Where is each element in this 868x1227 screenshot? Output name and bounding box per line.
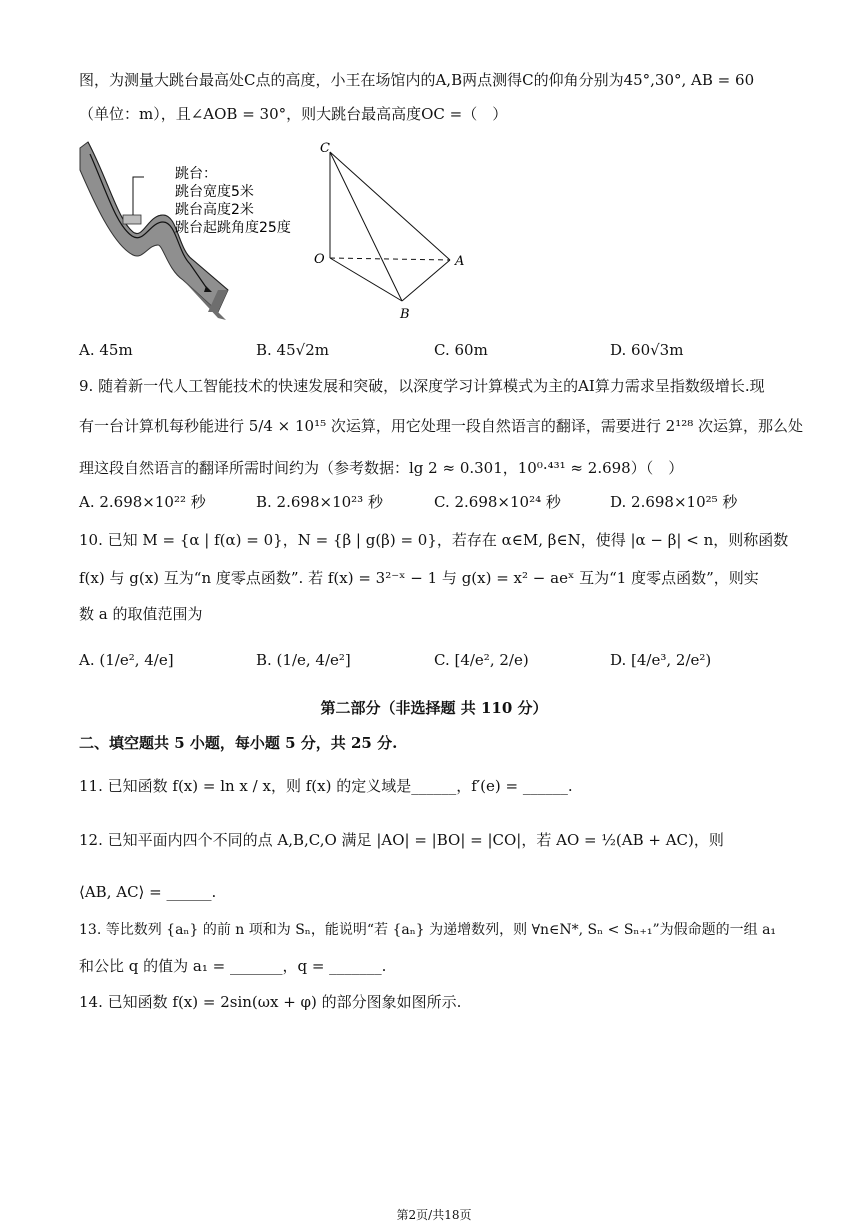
q13-line1: 13. 等比数列 {aₙ} 的前 n 项和为 Sₙ，能说明“若 {aₙ} 为递增数列，则 ∀n∈N*, Sₙ < Sₙ₊₁”为假命题的一组 a₁: [79, 922, 777, 938]
q10-line2: f(x) 与 g(x) 互为“n 度零点函数”. 若 f(x) = 3²⁻ˣ − 1 与 g(x) = x² − aeˣ 互为“1 度零点函数”，则实: [79, 569, 759, 587]
q12-line2: ⟨AB, AC⟩ = ______.: [79, 883, 217, 901]
q8-option-c[interactable]: C. 60m: [434, 341, 488, 359]
label-c: C: [320, 141, 330, 156]
caption-height: 跳台高度2米: [175, 202, 254, 218]
q13-line2: 和公比 q 的值为 a₁ = _______，q = _______.: [79, 957, 387, 975]
caption-width: 跳台宽度5米: [175, 184, 254, 200]
q9-option-a[interactable]: A. 2.698×10²² 秒: [79, 493, 206, 511]
q14: 14. 已知函数 f(x) = 2sin(ωx + φ) 的部分图象如图所示.: [79, 993, 462, 1011]
part2-title: 第二部分（非选择题 共 110 分）: [320, 699, 548, 717]
q9-option-d[interactable]: D. 2.698×10²⁵ 秒: [610, 493, 738, 511]
q9-line3: 理这段自然语言的翻译所需时间约为（参考数据：lg 2 ≈ 0.301，10⁰·⁴³¹ ≈ 2.698）（ ）: [79, 459, 684, 477]
label-a: A: [455, 254, 465, 269]
section2-heading: 二、填空题共 5 小题，每小题 5 分，共 25 分.: [79, 734, 398, 752]
q9-option-b[interactable]: B. 2.698×10²³ 秒: [256, 493, 383, 511]
q10-option-b[interactable]: B. (1/e, 4/e²]: [256, 651, 351, 669]
ski-jump-figure: [78, 140, 308, 325]
q9-option-c[interactable]: C. 2.698×10²⁴ 秒: [434, 493, 561, 511]
page-footer: 第2页/共18页: [396, 1208, 472, 1222]
q8-option-a[interactable]: A. 45m: [79, 341, 133, 359]
caption-angle: 跳台起跳角度25度: [175, 220, 291, 236]
q10-line1: 10. 已知 M = {α | f(α) = 0}，N = {β | g(β) = 0}，若存在 α∈M, β∈N，使得 |α − β| < n，则称函数: [79, 531, 789, 549]
q10-option-d[interactable]: D. [4/e³, 2/e²): [610, 651, 712, 669]
q8-option-d[interactable]: D. 60√3m: [610, 341, 684, 359]
q9-line1: 9. 随着新一代人工智能技术的快速发展和突破，以深度学习计算模式为主的AI算力需求呈指数级增长.现: [79, 377, 765, 395]
q10-option-c[interactable]: C. [4/e², 2/e): [434, 651, 529, 669]
q12-line1: 12. 已知平面内四个不同的点 A,B,C,O 满足 |AO| = |BO| = |CO|，若 AO = ½(AB + AC)，则: [79, 831, 724, 849]
q10-line3: 数 a 的取值范围为: [79, 605, 203, 623]
q9-line2: 有一台计算机每秒能进行 5/4 × 10¹⁵ 次运算，用它处理一段自然语言的翻译，需要进行 2¹²⁸ 次运算，那么处: [79, 417, 804, 435]
label-b: B: [400, 307, 410, 322]
caption-title: 跳台：: [175, 166, 217, 182]
q10-option-a[interactable]: A. (1/e², 4/e]: [79, 651, 174, 669]
q8-line1: 图，为测量大跳台最高处C点的高度，小王在场馆内的A,B两点测得C的仰角分别为45°,30°, AB = 60: [79, 71, 755, 89]
q11: 11. 已知函数 f(x) = ln x / x，则 f(x) 的定义域是______，f′(e) = ______.: [79, 777, 573, 795]
label-o: O: [314, 252, 325, 267]
tetrahedron-figure: [310, 138, 470, 323]
q8-option-b[interactable]: B. 45√2m: [256, 341, 329, 359]
q8-line2: （单位：m），且∠AOB = 30°，则大跳台最高高度OC =（ ）: [79, 105, 508, 123]
